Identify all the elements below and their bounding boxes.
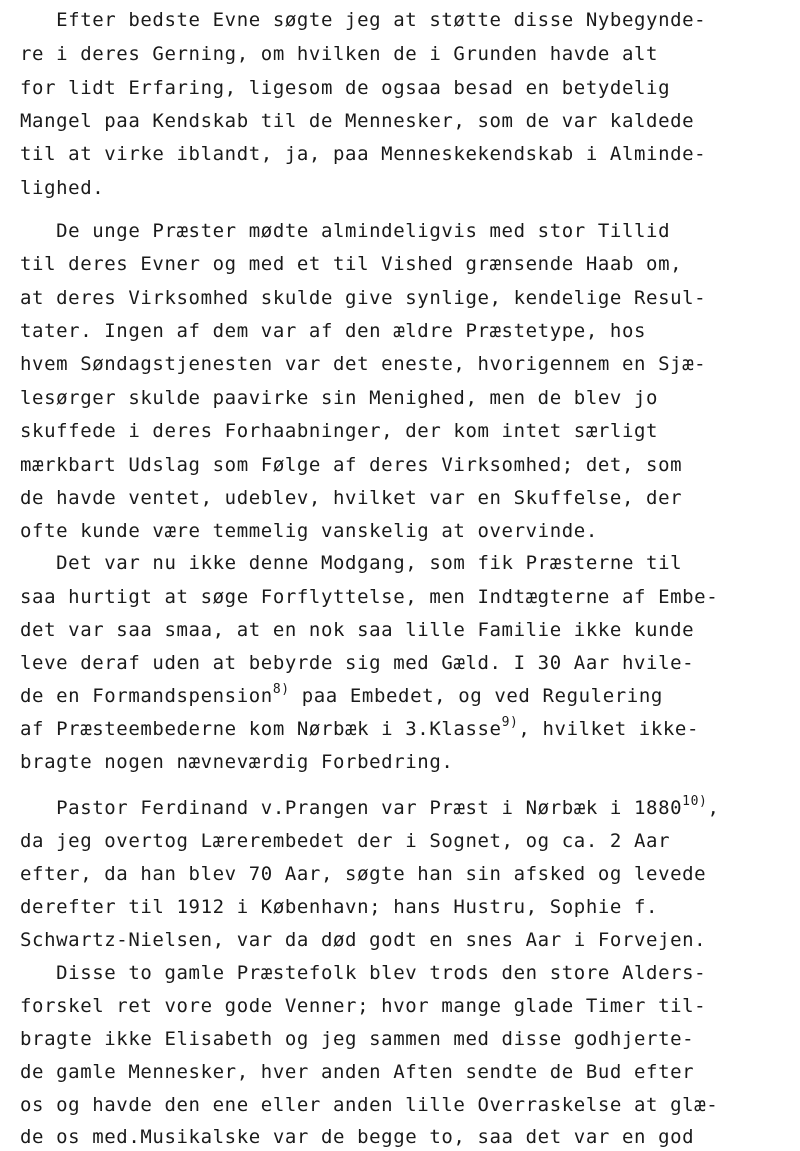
footnote-marker: 10) [682,794,708,809]
text-line: de en Formandspension$^{8)}$ paa Embedet, og ved Regulering [20,682,663,707]
text-line: da jeg overtog Lærerembedet der i Sognet, og ca. 2 Aar [20,830,671,852]
text-line: til at virke iblandt, ja, paa Menneskekendskab i Alminde- [20,143,707,165]
text-line: Disse to gamle Præstefolk blev trods den store Alders- [20,962,707,984]
text-line: Pastor Ferdinand v.Prangen var Præst i Nørbæk i 1880$^{10)}$, [20,794,720,819]
text-line: de os med.Musikalske var de begge to, saa det var en god [20,1126,695,1148]
text-line: leve deraf uden at bebyrde sig med Gæld. I 30 Aar hvile- [20,652,695,674]
text-line: lighed. [20,177,105,199]
text-line: de havde ventet, udeblev, hvilket var en Skuffelse, der [20,487,683,509]
text-line: lesørger skulde paavirke sin Menighed, men de blev jo [20,387,659,409]
text-line: Schwartz-Nielsen, var da død godt en snes Aar i Forvejen. [20,929,707,951]
text-line: ofte kunde være temmelig vanskelig at overvinde. [20,520,598,542]
text-line: til deres Evner og med et til Vished grænsende Haab om, [20,253,683,275]
text-line: re i deres Gerning, om hvilken de i Grunden havde alt [20,43,659,65]
text-line: for lidt Erfaring, ligesom de ogsaa besad en betydelig [20,77,671,99]
text-line: mærkbart Udslag som Følge af deres Virksomhed; det, som [20,454,683,476]
text-line: tater. Ingen af dem var af den ældre Præstetype, hos [20,320,647,342]
text-line: Efter bedste Evne søgte jeg at støtte disse Nybegynde- [20,9,707,31]
text-line: os og havde den ene eller anden lille Overraskelse at glæ- [20,1094,719,1116]
text-line: det var saa smaa, at en nok saa lille Familie ikke kunde [20,619,695,641]
text-line: de gamle Mennesker, hver anden Aften sendte de Bud efter [20,1061,695,1083]
footnote-marker: 8) [272,682,290,697]
text-line: forskel ret vore gode Venner; hvor mange glade Timer til- [20,995,707,1017]
text-line: hvem Søndagstjenesten var det eneste, hvorigennem en Sjæ- [20,353,707,375]
text-line: skuffede i deres Forhaabninger, der kom intet særligt [20,420,659,442]
text-line: bragte ikke Elisabeth og jeg sammen med disse godhjerte- [20,1028,695,1050]
text-line: af Præsteembederne kom Nørbæk i 3.Klasse$^{9)}$, hvilket ikke- [20,715,700,740]
text-line: at deres Virksomhed skulde give synlige, kendelige Resul- [20,287,707,309]
footnote-marker: 9) [501,715,519,730]
text-line: efter, da han blev 70 Aar, søgte han sin afsked og levede [20,863,707,885]
text-line: Mangel paa Kendskab til de Mennesker, som de var kaldede [20,110,695,132]
text-line: saa hurtigt at søge Forflyttelse, men Indtægterne af Embe- [20,586,719,608]
text-line: bragte nogen nævneværdig Forbedring. [20,751,454,773]
text-line: De unge Præster mødte almindeligvis med stor Tillid [20,220,671,242]
text-line: derefter til 1912 i København; hans Hustru, Sophie f. [20,896,659,918]
text-line: Det var nu ikke denne Modgang, som fik Præsterne til [20,552,683,574]
